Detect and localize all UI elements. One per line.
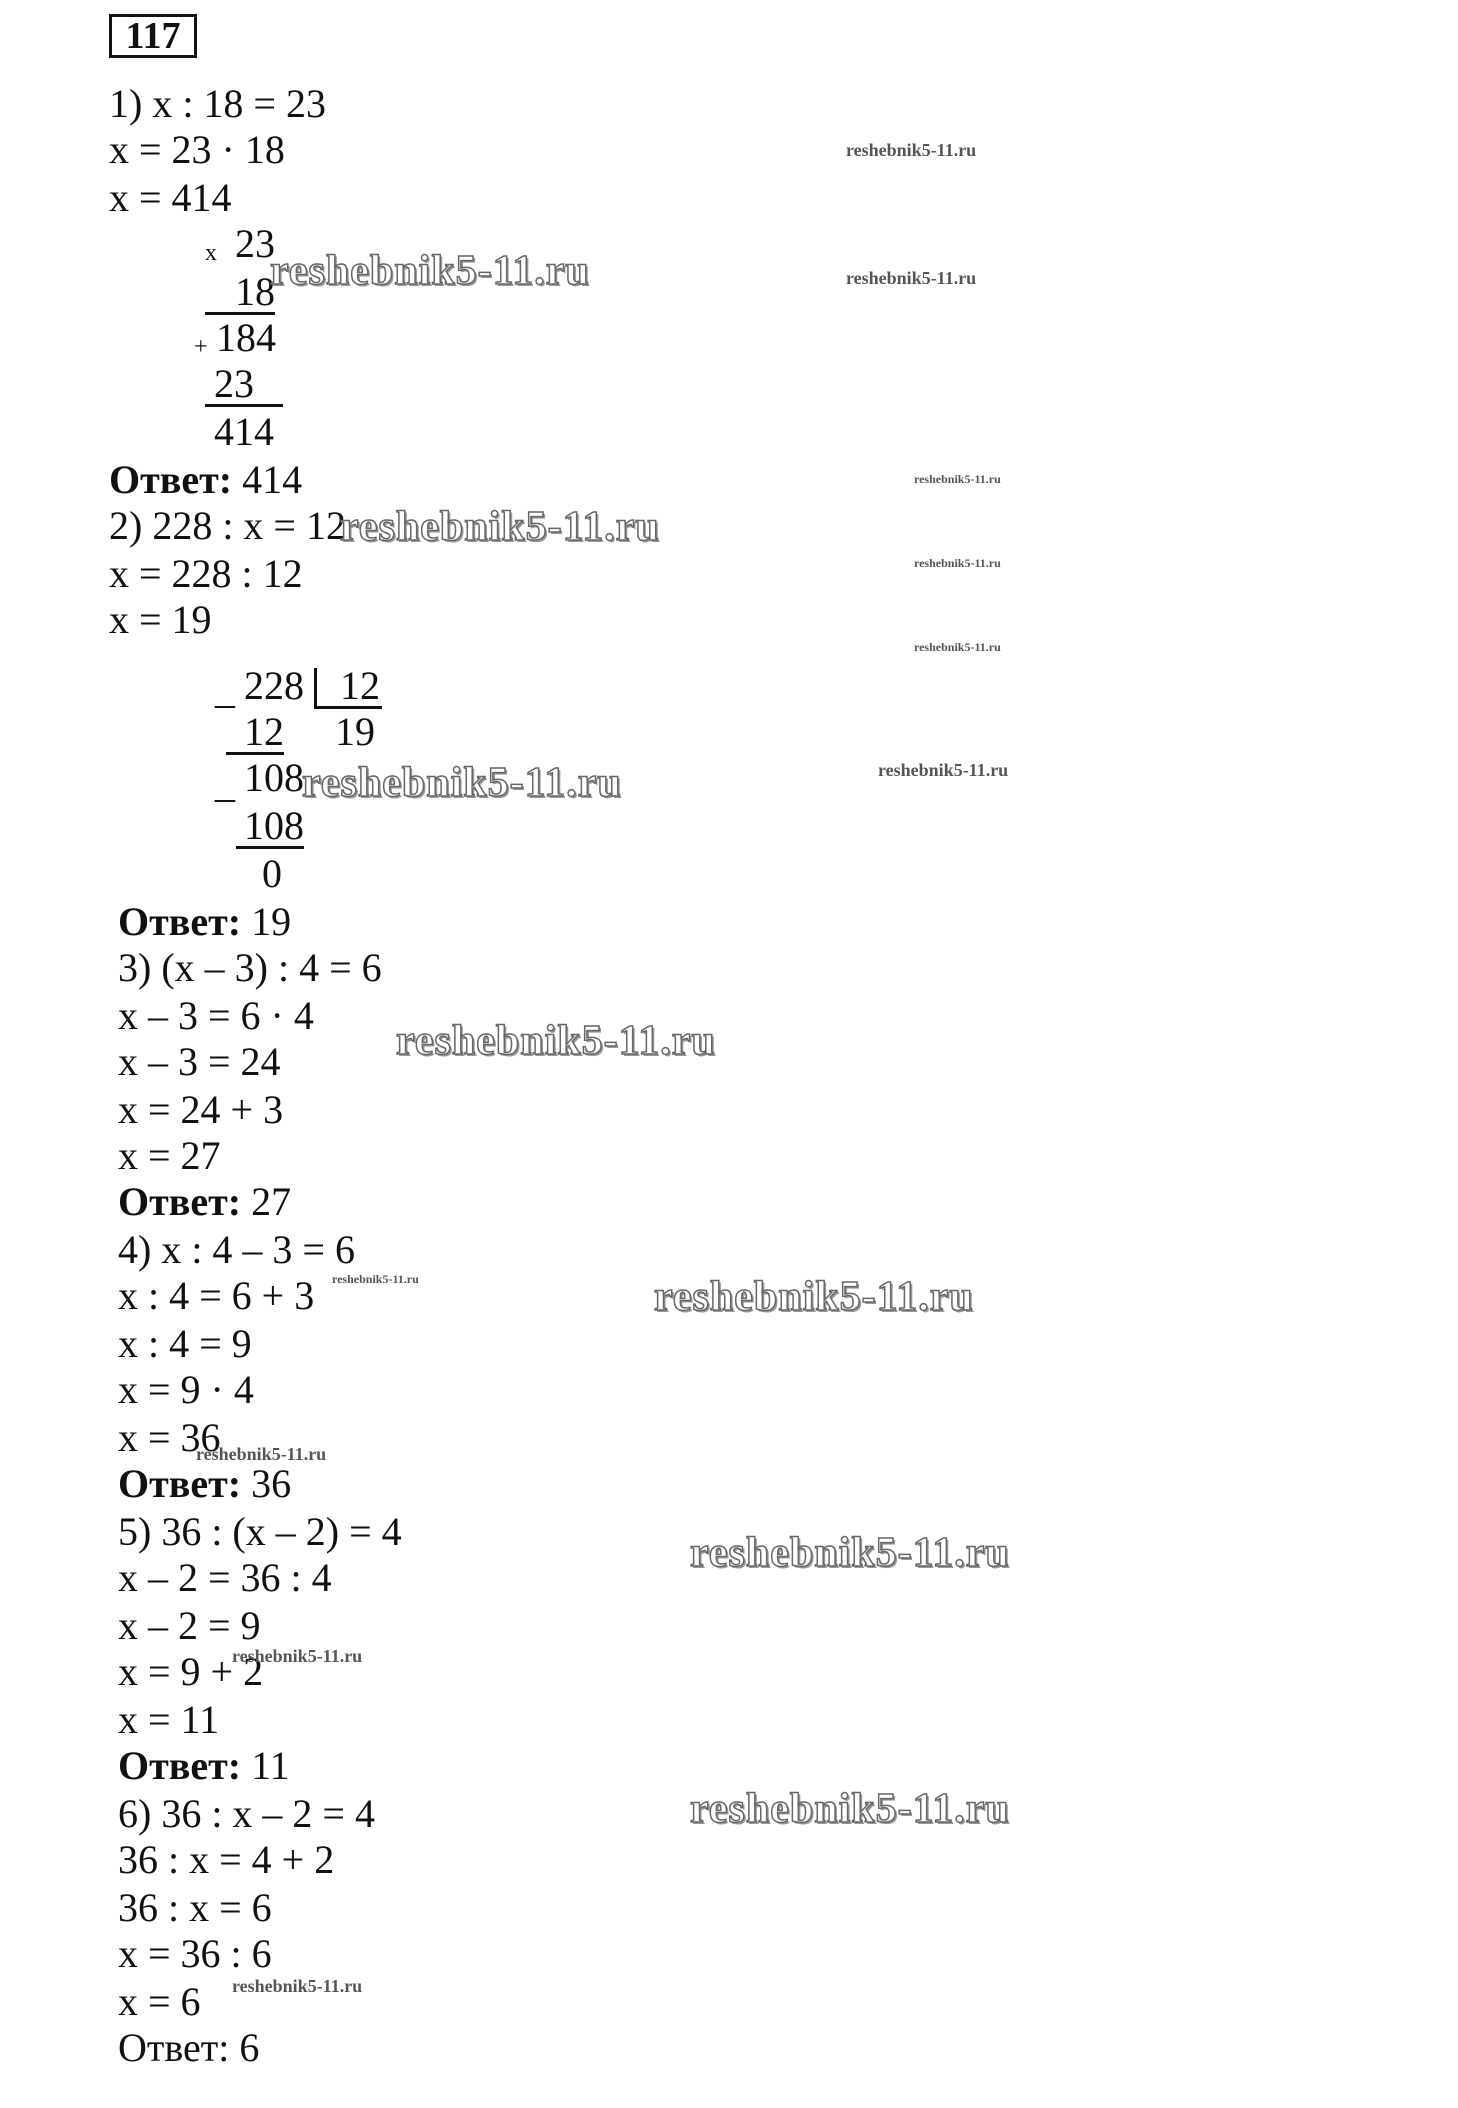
p4-line-2: x : 4 = 6 + 3 — [118, 1273, 315, 1318]
watermark: reshebnik5-11.ru — [232, 1646, 363, 1666]
subtrahend-1: 12 — [244, 709, 284, 754]
watermark: reshebnik5-11.ru — [196, 1444, 327, 1464]
p5-line-1: 5) 36 : (x – 2) = 4 — [118, 1509, 402, 1554]
watermark: reshebnik5-11.ru — [914, 472, 1001, 486]
partial-product-2: 23 — [214, 361, 254, 406]
watermark: reshebnik5-11.ru — [690, 1786, 1010, 1832]
remainder-1: 108 — [244, 755, 304, 800]
p5-line-4: x = 9 + 2 — [118, 1649, 264, 1694]
quotient: 19 — [335, 709, 375, 754]
multiply-sign: x — [205, 240, 217, 266]
division-minus-2: _ — [215, 761, 235, 806]
divisor: 12 — [340, 663, 380, 708]
watermark: reshebnik5-11.ru — [302, 760, 622, 806]
p6-line-5: x = 6 — [118, 1979, 201, 2024]
p4-line-1: 4) x : 4 – 3 = 6 — [118, 1227, 355, 1272]
answer-label: Ответ: — [118, 1179, 242, 1224]
p5-line-3: x – 2 = 9 — [118, 1603, 261, 1648]
answer-value: 27 — [251, 1179, 292, 1224]
p3-answer — [118, 1180, 291, 1224]
watermark: reshebnik5-11.ru — [690, 1530, 1010, 1576]
p1-line-1: 1) x : 18 = 23 — [109, 81, 326, 126]
p1-line-3: x = 414 — [109, 175, 232, 220]
answer-value: 11 — [251, 1743, 290, 1788]
watermark: reshebnik5-11.ru — [846, 140, 977, 160]
p6-line-4: x = 36 : 6 — [118, 1931, 272, 1976]
watermark: reshebnik5-11.ru — [654, 1274, 974, 1320]
watermark: reshebnik5-11.ru — [878, 760, 1009, 780]
p5-line-5: x = 11 — [118, 1697, 220, 1742]
watermark: reshebnik5-11.ru — [846, 268, 977, 288]
p4-line-3: x : 4 = 9 — [118, 1321, 252, 1366]
p5-answer — [118, 1744, 290, 1788]
watermark: reshebnik5-11.ru — [332, 1272, 419, 1286]
division-underline-2 — [236, 846, 304, 849]
p1-answer — [109, 458, 302, 502]
answer-label: Ответ: — [118, 899, 242, 944]
dividend: 228 — [244, 663, 304, 708]
answer-value: 414 — [242, 457, 303, 502]
p3-line-2: x – 3 = 6 · 4 — [118, 993, 314, 1038]
p3-line-1: 3) (x – 3) : 4 = 6 — [118, 945, 382, 990]
answer-value: 36 — [251, 1461, 292, 1506]
plus-sign: + — [194, 334, 208, 360]
p6-line-2: 36 : x = 4 + 2 — [118, 1837, 335, 1882]
task-number: 117 — [109, 14, 197, 58]
p4-answer — [118, 1462, 291, 1506]
division-remainder: 0 — [262, 851, 282, 896]
p1-line-2: x = 23 · 18 — [109, 127, 285, 172]
watermark: reshebnik5-11.ru — [270, 248, 590, 294]
mult-underline-2 — [205, 404, 283, 407]
p3-line-4: x = 24 + 3 — [118, 1087, 284, 1132]
answer-label: Ответ: — [118, 1461, 242, 1506]
p2-line-1: 2) 228 : x = 12 — [109, 503, 346, 548]
mult-factor-1: 23 — [235, 221, 275, 266]
p3-line-3: x – 3 = 24 — [118, 1039, 281, 1084]
subtrahend-2: 108 — [244, 803, 304, 848]
p3-line-5: x = 27 — [118, 1133, 221, 1178]
p4-line-5: x = 36 — [118, 1415, 221, 1460]
answer-label: Ответ: — [109, 457, 233, 502]
watermark: reshebnik5-11.ru — [340, 504, 660, 550]
p2-line-2: x = 228 : 12 — [109, 551, 303, 596]
partial-product-1: 184 — [216, 315, 276, 360]
watermark: reshebnik5-11.ru — [396, 1018, 716, 1064]
watermark: reshebnik5-11.ru — [232, 1976, 363, 1996]
mult-result: 414 — [214, 409, 274, 454]
p2-answer — [118, 900, 291, 944]
division-minus-1: _ — [215, 667, 235, 712]
p5-line-2: x – 2 = 36 : 4 — [118, 1555, 332, 1600]
answer-label: Ответ: — [118, 1743, 242, 1788]
p6-line-3: 36 : x = 6 — [118, 1885, 272, 1930]
p6-answer: Ответ: 6 — [118, 2025, 260, 2070]
watermark: reshebnik5-11.ru — [914, 556, 1001, 570]
p6-line-1: 6) 36 : x – 2 = 4 — [118, 1791, 375, 1836]
mult-factor-2: 18 — [235, 269, 275, 314]
p4-line-4: x = 9 · 4 — [118, 1367, 254, 1412]
p2-line-3: x = 19 — [109, 597, 212, 642]
watermark: reshebnik5-11.ru — [914, 640, 1001, 654]
division-bar — [314, 668, 317, 708]
answer-value: 19 — [251, 899, 292, 944]
